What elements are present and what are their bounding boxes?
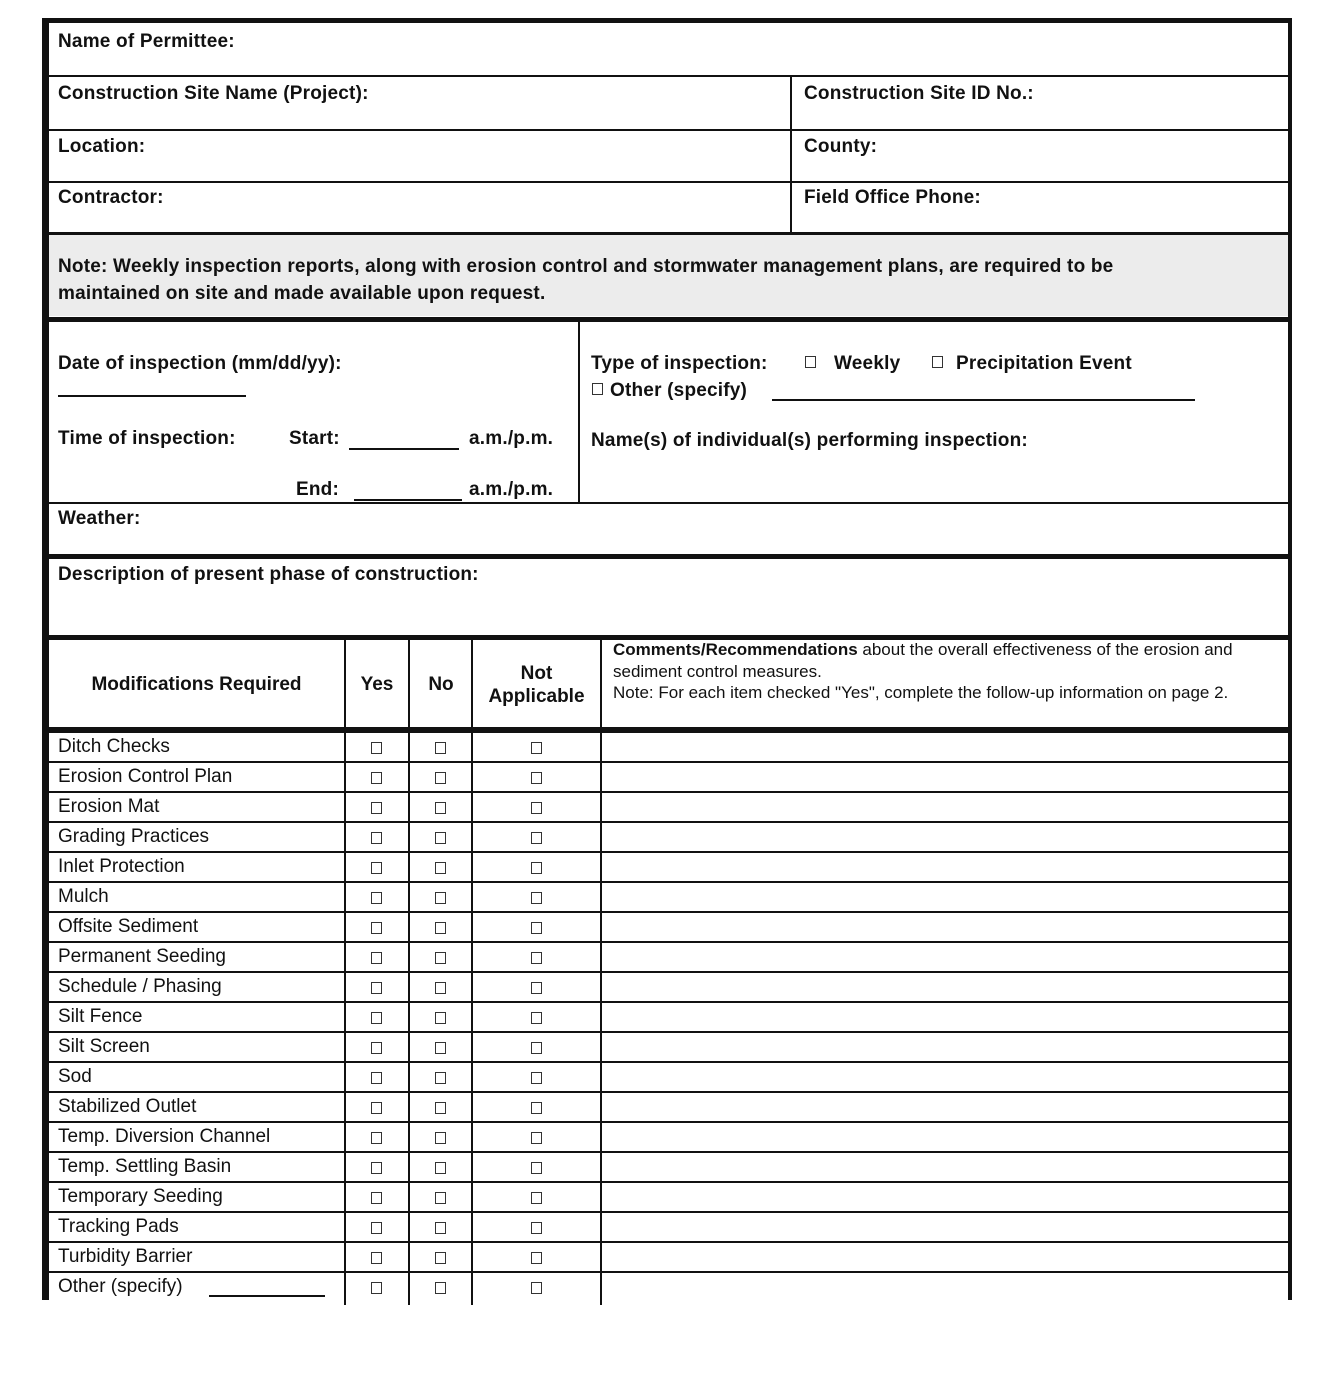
table-row xyxy=(49,823,1288,853)
na-checkbox[interactable] xyxy=(531,952,542,964)
no-checkbox[interactable] xyxy=(435,982,446,994)
other-specify-field[interactable] xyxy=(772,399,1195,401)
col-header-yes: Yes xyxy=(360,674,394,695)
start-ampm: a.m./p.m. xyxy=(469,428,554,449)
row-label: Schedule / Phasing xyxy=(58,976,222,997)
yes-checkbox[interactable] xyxy=(371,1192,382,1204)
contractor-label: Contractor: xyxy=(58,187,164,208)
yes-checkbox[interactable] xyxy=(371,1042,382,1054)
no-checkbox[interactable] xyxy=(435,1162,446,1174)
na-checkbox[interactable] xyxy=(531,742,542,754)
divider xyxy=(49,129,1288,131)
no-checkbox[interactable] xyxy=(435,742,446,754)
divider xyxy=(49,181,1288,183)
start-label: Start: xyxy=(289,428,340,449)
no-checkbox[interactable] xyxy=(435,892,446,904)
row-label: Grading Practices xyxy=(58,826,210,847)
row-label: Permanent Seeding xyxy=(58,946,226,967)
no-checkbox[interactable] xyxy=(435,772,446,784)
table-row xyxy=(49,1003,1288,1033)
permittee-label: Name of Permittee: xyxy=(58,31,235,52)
na-checkbox[interactable] xyxy=(531,1072,542,1084)
table-row xyxy=(49,913,1288,943)
no-checkbox[interactable] xyxy=(435,802,446,814)
row-label: Silt Fence xyxy=(58,1006,143,1027)
inspection-form xyxy=(42,18,1292,1300)
divider xyxy=(49,554,1288,559)
start-time-field[interactable] xyxy=(349,448,459,450)
inspectors-label: Name(s) of individual(s) performing inspection: xyxy=(591,430,1028,451)
site-name-label: Construction Site Name (Project): xyxy=(58,83,369,104)
no-checkbox[interactable] xyxy=(435,1042,446,1054)
yes-checkbox[interactable] xyxy=(371,892,382,904)
date-label: Date of inspection (mm/dd/yy): xyxy=(58,353,342,374)
divider xyxy=(49,502,1288,504)
na-checkbox[interactable] xyxy=(531,1192,542,1204)
table-row xyxy=(49,1093,1288,1123)
end-ampm: a.m./p.m. xyxy=(469,479,554,500)
weather-label: Weather: xyxy=(58,508,141,529)
no-checkbox[interactable] xyxy=(435,1012,446,1024)
yes-checkbox[interactable] xyxy=(371,742,382,754)
end-time-field[interactable] xyxy=(354,499,462,501)
no-checkbox[interactable] xyxy=(435,1192,446,1204)
end-label: End: xyxy=(296,479,340,500)
na-checkbox[interactable] xyxy=(531,1252,542,1264)
no-checkbox[interactable] xyxy=(435,1282,446,1294)
table-row xyxy=(49,943,1288,973)
table-row xyxy=(49,973,1288,1003)
row-label: Stabilized Outlet xyxy=(58,1096,197,1117)
yes-checkbox[interactable] xyxy=(371,1222,382,1234)
na-checkbox[interactable] xyxy=(531,1012,542,1024)
na-checkbox[interactable] xyxy=(531,1102,542,1114)
yes-checkbox[interactable] xyxy=(371,832,382,844)
row-label: Ditch Checks xyxy=(58,736,170,757)
na-checkbox[interactable] xyxy=(531,862,542,874)
row-label: Silt Screen xyxy=(58,1036,150,1057)
table-row xyxy=(49,733,1288,763)
date-field[interactable] xyxy=(58,395,246,397)
comments-note: Note: For each item checked "Yes", complete the follow-up information on page 2. xyxy=(613,683,1229,702)
no-checkbox[interactable] xyxy=(435,922,446,934)
row-label: Offsite Sediment xyxy=(58,916,199,937)
row-label: Temp. Settling Basin xyxy=(58,1156,232,1177)
other-specify-field[interactable] xyxy=(209,1295,325,1297)
divider xyxy=(49,317,1288,322)
yes-checkbox[interactable] xyxy=(371,1072,382,1084)
county-label: County: xyxy=(804,136,878,157)
field-phone-label: Field Office Phone: xyxy=(804,187,981,208)
row-label: Erosion Mat xyxy=(58,796,160,817)
yes-checkbox[interactable] xyxy=(371,862,382,874)
table-row xyxy=(49,853,1288,883)
table-row xyxy=(49,1153,1288,1183)
yes-checkbox[interactable] xyxy=(371,1012,382,1024)
yes-checkbox[interactable] xyxy=(371,1282,382,1294)
no-checkbox[interactable] xyxy=(435,1222,446,1234)
na-checkbox[interactable] xyxy=(531,922,542,934)
na-checkbox[interactable] xyxy=(531,1132,542,1144)
no-checkbox[interactable] xyxy=(435,1252,446,1264)
table-row xyxy=(49,1183,1288,1213)
note-line-1: Note: Weekly inspection reports, along with erosion control and stormwater management plans, are required to be xyxy=(58,256,1114,277)
yes-checkbox[interactable] xyxy=(371,1132,382,1144)
column-divider xyxy=(790,75,792,237)
other-checkbox[interactable] xyxy=(592,383,603,395)
table-row xyxy=(49,1033,1288,1063)
row-label: Temp. Diversion Channel xyxy=(58,1126,271,1147)
no-checkbox[interactable] xyxy=(435,952,446,964)
note-line-2: maintained on site and made available upon request. xyxy=(58,283,546,304)
no-checkbox[interactable] xyxy=(435,1072,446,1084)
yes-checkbox[interactable] xyxy=(371,922,382,934)
na-checkbox[interactable] xyxy=(531,982,542,994)
other-label: Other (specify) xyxy=(610,380,748,401)
location-label: Location: xyxy=(58,136,146,157)
type-label: Type of inspection: xyxy=(591,353,768,374)
table-row xyxy=(49,1063,1288,1093)
table-row xyxy=(49,1213,1288,1243)
comments-header xyxy=(613,639,1283,704)
comments-description: about the overall effectiveness of the erosion and sediment control measures. xyxy=(613,640,1233,681)
row-label: Other (specify) xyxy=(58,1276,183,1297)
col-header-na-1: Not xyxy=(520,663,553,684)
row-label: Sod xyxy=(58,1066,92,1087)
column-divider xyxy=(578,322,580,502)
na-checkbox[interactable] xyxy=(531,892,542,904)
yes-checkbox[interactable] xyxy=(371,952,382,964)
row-label: Temporary Seeding xyxy=(58,1186,223,1207)
row-label: Turbidity Barrier xyxy=(58,1246,193,1267)
na-checkbox[interactable] xyxy=(531,802,542,814)
no-checkbox[interactable] xyxy=(435,1132,446,1144)
comments-title: Comments/Recommendations xyxy=(613,640,858,659)
col-header-modifications: Modifications Required xyxy=(91,674,302,695)
weekly-label: Weekly xyxy=(834,353,901,374)
no-checkbox[interactable] xyxy=(435,1102,446,1114)
col-header-na-2: Applicable xyxy=(488,686,585,707)
table-row xyxy=(49,763,1288,793)
col-header-no: No xyxy=(428,674,454,695)
site-id-label: Construction Site ID No.: xyxy=(804,83,1034,104)
yes-checkbox[interactable] xyxy=(371,982,382,994)
na-checkbox[interactable] xyxy=(531,1222,542,1234)
yes-checkbox[interactable] xyxy=(371,1162,382,1174)
yes-checkbox[interactable] xyxy=(371,802,382,814)
na-checkbox[interactable] xyxy=(531,832,542,844)
divider xyxy=(49,75,1288,77)
no-checkbox[interactable] xyxy=(435,832,446,844)
yes-checkbox[interactable] xyxy=(371,1252,382,1264)
no-checkbox[interactable] xyxy=(435,862,446,874)
table-row xyxy=(49,883,1288,913)
na-checkbox[interactable] xyxy=(531,1282,542,1294)
precipitation-label: Precipitation Event xyxy=(956,353,1132,374)
table-row xyxy=(49,793,1288,823)
row-label: Mulch xyxy=(58,886,109,907)
weekly-checkbox[interactable] xyxy=(805,356,816,368)
na-checkbox[interactable] xyxy=(531,772,542,784)
row-label: Inlet Protection xyxy=(58,856,185,877)
table-row xyxy=(49,1123,1288,1153)
precipitation-checkbox[interactable] xyxy=(932,356,943,368)
description-label: Description of present phase of construction: xyxy=(58,564,479,585)
na-checkbox[interactable] xyxy=(531,1162,542,1174)
row-label: Erosion Control Plan xyxy=(58,766,233,787)
table-row xyxy=(49,1243,1288,1273)
time-label: Time of inspection: xyxy=(58,428,236,449)
yes-checkbox[interactable] xyxy=(371,772,382,784)
table-row xyxy=(49,1273,1288,1303)
yes-checkbox[interactable] xyxy=(371,1102,382,1114)
na-checkbox[interactable] xyxy=(531,1042,542,1054)
row-label: Tracking Pads xyxy=(58,1216,179,1237)
